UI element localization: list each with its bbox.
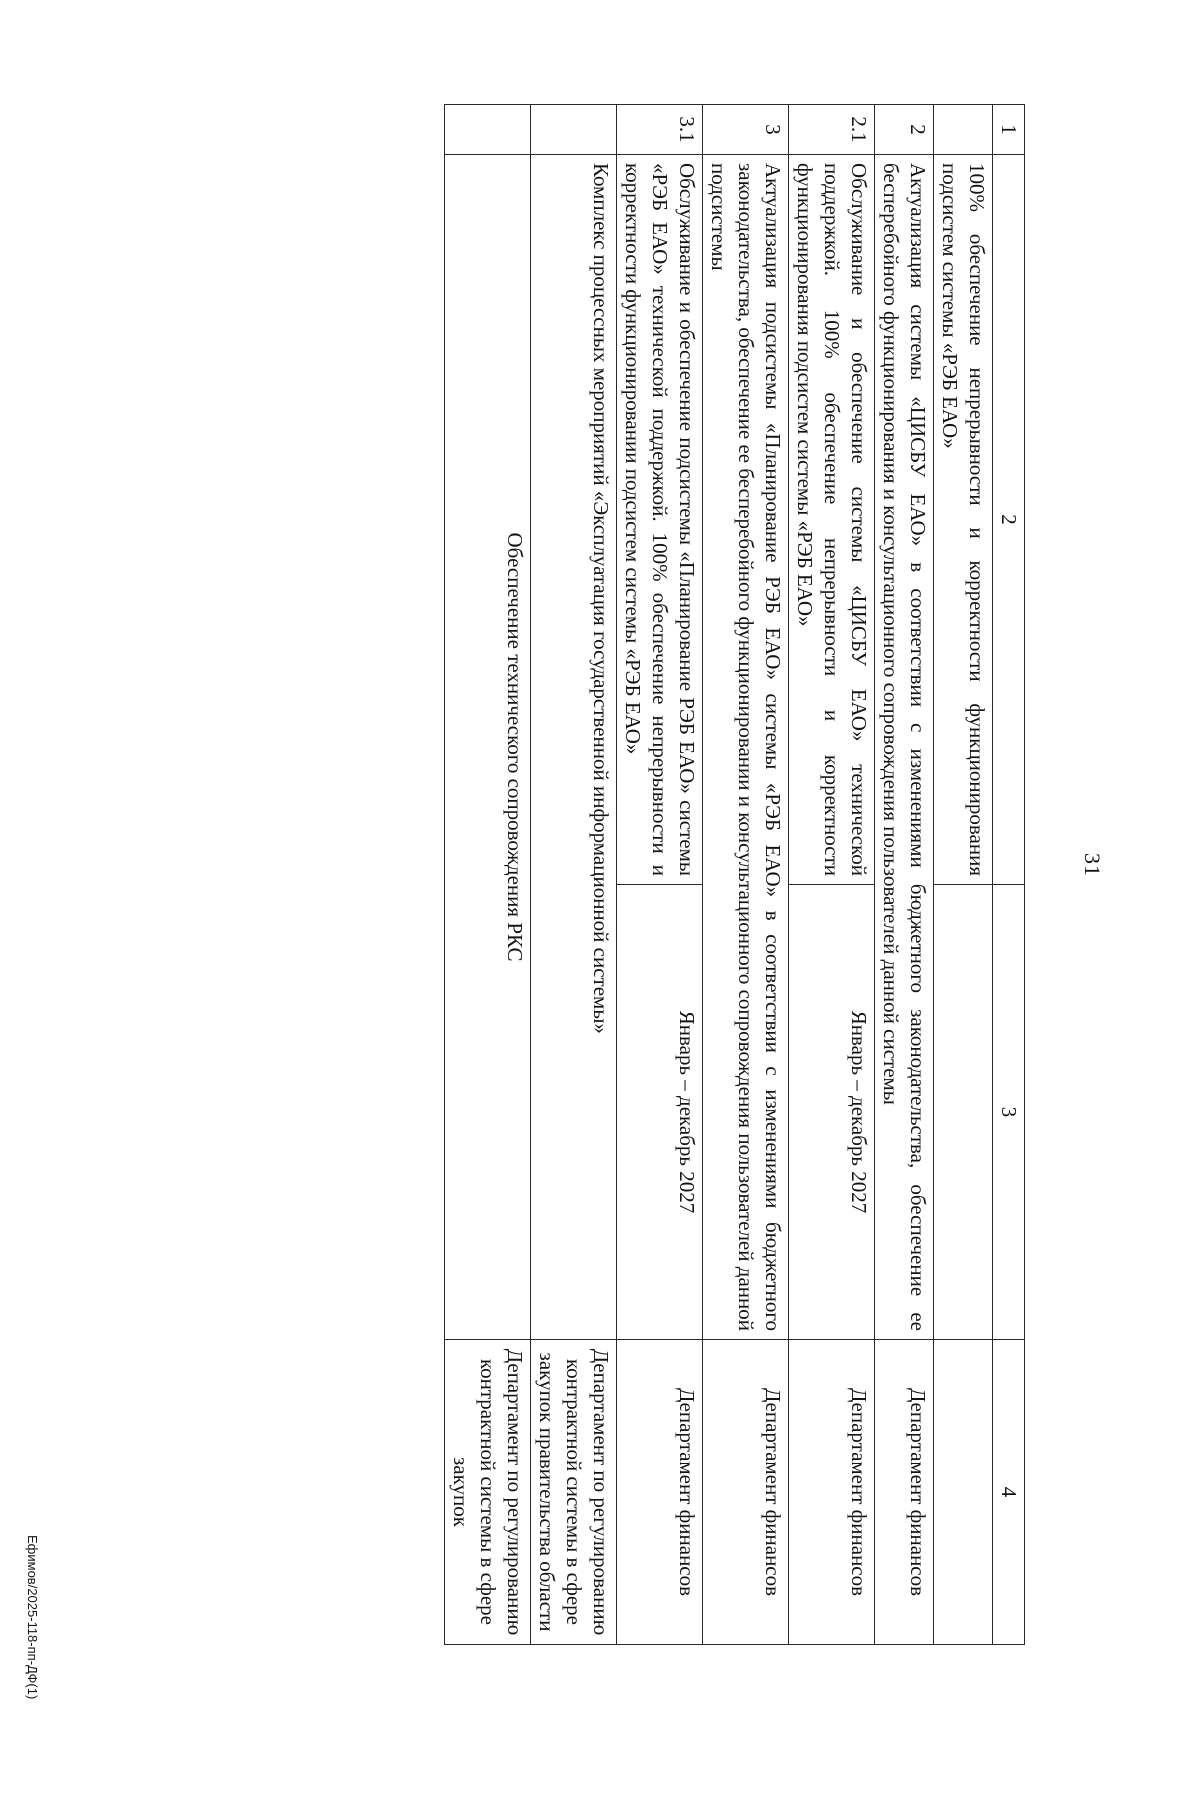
- row-period: Январь – декабрь 2027: [617, 885, 703, 1340]
- row-number: 2: [875, 105, 934, 155]
- row-period: Январь – декабрь 2027: [789, 885, 875, 1340]
- row-department: Департамент по регулированию контрактной системы в сфере закупок: [445, 1340, 531, 1645]
- table-row: [875, 105, 934, 1645]
- table-row: [703, 105, 789, 1645]
- row-text: Актуализация системы «ЦИСБУ ЕАО» в соответствии с изменениями бюджетного законодательства, обеспечение ее бесперебойного функционирования и консультационного сопровождения пользователей данной системы: [875, 155, 934, 1340]
- row-department: Департамент финансов: [703, 1340, 789, 1645]
- row-number: [934, 105, 993, 155]
- table-header-row: [993, 105, 1025, 1645]
- row-text: Обеспечение технического сопровождения РКС: [445, 155, 531, 1340]
- row-text: Актуализация подсистемы «Планирование РЭБ ЕАО» системы «РЭБ ЕАО» в соответствии с изменениями бюджетного законодательства, обеспечение ее бесперебойного функционировании и консультационного сопровождения пользователей данной подсистемы: [703, 155, 789, 1340]
- row-text: 100% обеспечение непрерывности и корректности функционирования подсистем системы «РЭБ ЕАО»: [934, 155, 993, 885]
- row-department: Департамент финансов: [875, 1340, 934, 1645]
- document-code: Ефимов/2025-118-пп-ДФ(1): [25, 1535, 40, 1700]
- row-department: Департамент финансов: [617, 1340, 703, 1645]
- table-row: [531, 105, 617, 1645]
- header-col-3: 3: [993, 885, 1025, 1340]
- row-number: [445, 105, 531, 155]
- header-col-2: 2: [993, 155, 1025, 885]
- row-department: Департамент по регулированию контрактной системы в сфере закупок правительства области: [531, 1340, 617, 1645]
- header-col-1: 1: [993, 105, 1025, 155]
- row-department: [934, 1340, 993, 1645]
- row-number: 3: [703, 105, 789, 155]
- row-number: [531, 105, 617, 155]
- program-table: [444, 104, 1025, 1645]
- row-text: Обслуживание и обеспечение подсистемы «Планирование РЭБ ЕАО» системы «РЭБ ЕАО» технической поддержкой. 100% обеспечение непрерывности и корректности функционировании подсистем системы «РЭБ ЕАО»: [617, 155, 703, 885]
- table-row: [934, 105, 993, 1645]
- page-number: 31: [1080, 853, 1105, 877]
- header-col-4: 4: [993, 1340, 1025, 1645]
- row-text: Обслуживание и обеспечение системы «ЦИСБУ ЕАО» технической поддержкой. 100% обеспечение непрерывности и корректности функционирования подсистем системы «РЭБ ЕАО»: [789, 155, 875, 885]
- rotated-page-content: [85, 104, 1025, 1644]
- row-number: 2.1: [789, 105, 875, 155]
- row-text: Комплекс процессных мероприятий «Эксплуатация государственной информационной системы»: [531, 155, 617, 1340]
- row-period: [934, 885, 993, 1340]
- table-row: [789, 105, 875, 1645]
- table-row: [445, 105, 531, 1645]
- table-row: [617, 105, 703, 1645]
- row-number: 3.1: [617, 105, 703, 155]
- row-department: Департамент финансов: [789, 1340, 875, 1645]
